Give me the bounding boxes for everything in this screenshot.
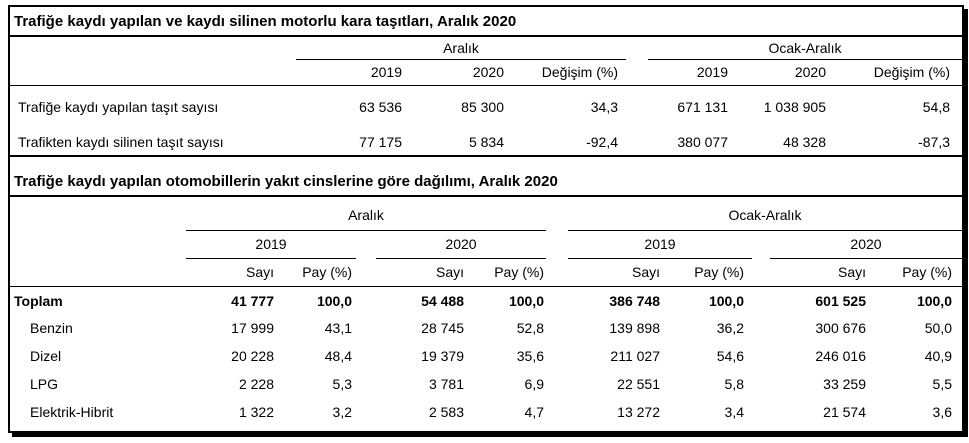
table2-col-pay: Pay (%) — [694, 264, 744, 280]
table2-cell: 21 574 — [823, 404, 866, 420]
table2-cell: 3 781 — [428, 376, 464, 392]
table2-year-rule — [186, 258, 356, 259]
table2-col-sayi: Sayı — [245, 264, 274, 280]
table1-group-aralik: Aralık — [443, 40, 479, 56]
table2-cell: 100,0 — [916, 293, 952, 309]
table2-cell: 19 379 — [421, 348, 464, 364]
table2-title-rule — [10, 195, 962, 197]
table1-col-ocak-degisim: Değişim (%) — [873, 64, 950, 80]
table2-header-rule — [10, 286, 962, 287]
table2-col-sayi: Sayı — [435, 264, 464, 280]
table2-cell: 36,2 — [716, 320, 744, 336]
table2-cell: 40,9 — [924, 348, 952, 364]
table2-col-pay: Pay (%) — [494, 264, 544, 280]
table2-year-ocak-2019: 2019 — [644, 236, 676, 252]
table1-row-label: Trafikten kaydı silinen taşıt sayısı — [18, 134, 224, 150]
table1-cell: 48 328 — [783, 134, 826, 150]
table2-cell: 386 748 — [609, 293, 660, 309]
table1-cell: 1 038 905 — [763, 99, 826, 115]
table2-col-pay: Pay (%) — [302, 264, 352, 280]
table2-cell: 54,6 — [716, 348, 744, 364]
table2-cell: 139 898 — [609, 320, 660, 336]
table2-col-sayi: Sayı — [837, 264, 866, 280]
table1-col-ocak-2019: 2019 — [696, 64, 728, 80]
table1-header-rule — [10, 85, 962, 86]
table2-cell: 100,0 — [708, 293, 744, 309]
table2-cell: 13 272 — [617, 404, 660, 420]
table1-title-rule — [10, 35, 962, 37]
table1-group-rule-ocak — [648, 59, 962, 60]
table2-cell: 3,2 — [332, 404, 352, 420]
table1-cell: 671 131 — [677, 99, 728, 115]
table2-cell: 20 228 — [231, 348, 274, 364]
table2-group-rule-ocak — [568, 230, 962, 231]
table2-year-rule — [568, 258, 752, 259]
table2-cell: 52,8 — [516, 320, 544, 336]
table-frame — [8, 5, 964, 433]
table2-year-rule — [770, 258, 962, 259]
table2-row-label: Dizel — [30, 348, 62, 364]
table1-cell: 63 536 — [359, 99, 402, 115]
table2-cell: 246 016 — [815, 348, 866, 364]
table1-col-aralik-degisim: Değişim (%) — [541, 64, 618, 80]
table2-cell: 5,3 — [332, 376, 352, 392]
table1-col-aralik-2019: 2019 — [370, 64, 402, 80]
table2-cell: 2 583 — [428, 404, 464, 420]
table2-cell: 6,9 — [524, 376, 544, 392]
table1-cell: 85 300 — [461, 99, 504, 115]
table2-year-ocak-2020: 2020 — [850, 236, 882, 252]
table2-cell: 5,8 — [724, 376, 744, 392]
table2-row-label: Toplam — [14, 293, 63, 309]
table2-cell: 100,0 — [508, 293, 544, 309]
table1-col-ocak-2020: 2020 — [794, 64, 826, 80]
table2-cell: 35,6 — [516, 348, 544, 364]
table2-row-label: Elektrik-Hibrit — [30, 404, 114, 420]
table2-cell: 3,4 — [724, 404, 744, 420]
table2-cell: 100,0 — [316, 293, 352, 309]
table2-year-rule — [376, 258, 546, 259]
table2-year-aralik-2019: 2019 — [255, 236, 287, 252]
table2-year-aralik-2020: 2020 — [445, 236, 477, 252]
table2-group-ocak-aralik: Ocak-Aralık — [728, 207, 802, 223]
table2-cell: 50,0 — [924, 320, 952, 336]
table1-cell: -92,4 — [586, 134, 618, 150]
table2-cell: 54 488 — [421, 293, 464, 309]
table2-cell: 601 525 — [815, 293, 866, 309]
table2-cell: 4,7 — [524, 404, 544, 420]
table1-cell: 5 834 — [468, 134, 504, 150]
table2-col-sayi: Sayı — [631, 264, 660, 280]
table2-row-label: Benzin — [30, 320, 73, 336]
table2-group-rule-aralik — [186, 230, 546, 231]
table2-cell: 48,4 — [324, 348, 352, 364]
table2-cell: 41 777 — [231, 293, 274, 309]
table2-title: Trafiğe kaydı yapılan otomobillerin yakıt cinslerine göre dağılımı, Aralık 2020 — [14, 173, 558, 190]
table1-cell: -87,3 — [918, 134, 950, 150]
table1-group-ocak-aralik: Ocak-Aralık — [768, 40, 842, 56]
table1-title: Trafiğe kaydı yapılan ve kaydı silinen motorlu kara taşıtları, Aralık 2020 — [14, 13, 517, 30]
table2-cell: 300 676 — [815, 320, 866, 336]
table2-cell: 17 999 — [231, 320, 274, 336]
table2-col-pay: Pay (%) — [902, 264, 952, 280]
table2-cell: 2 228 — [238, 376, 274, 392]
table1-cell: 77 175 — [359, 134, 402, 150]
table1-row-label: Trafiğe kaydı yapılan taşıt sayısı — [18, 99, 219, 115]
table2-cell: 211 027 — [610, 348, 660, 364]
table2-cell: 22 551 — [617, 376, 660, 392]
table1-group-rule-aralik — [296, 59, 626, 60]
table1-cell: 54,8 — [922, 99, 950, 115]
table1-cell: 380 077 — [677, 134, 728, 150]
table2-cell: 1 322 — [238, 404, 274, 420]
table1-cell: 34,3 — [590, 99, 618, 115]
table2-cell: 5,5 — [932, 376, 952, 392]
table1-col-aralik-2020: 2020 — [472, 64, 504, 80]
table2-row-label: LPG — [30, 376, 59, 392]
table2-cell: 33 259 — [823, 376, 866, 392]
table2-cell: 28 745 — [421, 320, 464, 336]
table2-cell: 43,1 — [324, 320, 352, 336]
table2-group-aralik: Aralık — [348, 207, 384, 223]
table1-bottom-rule — [10, 155, 962, 157]
table2-cell: 3,6 — [932, 404, 952, 420]
